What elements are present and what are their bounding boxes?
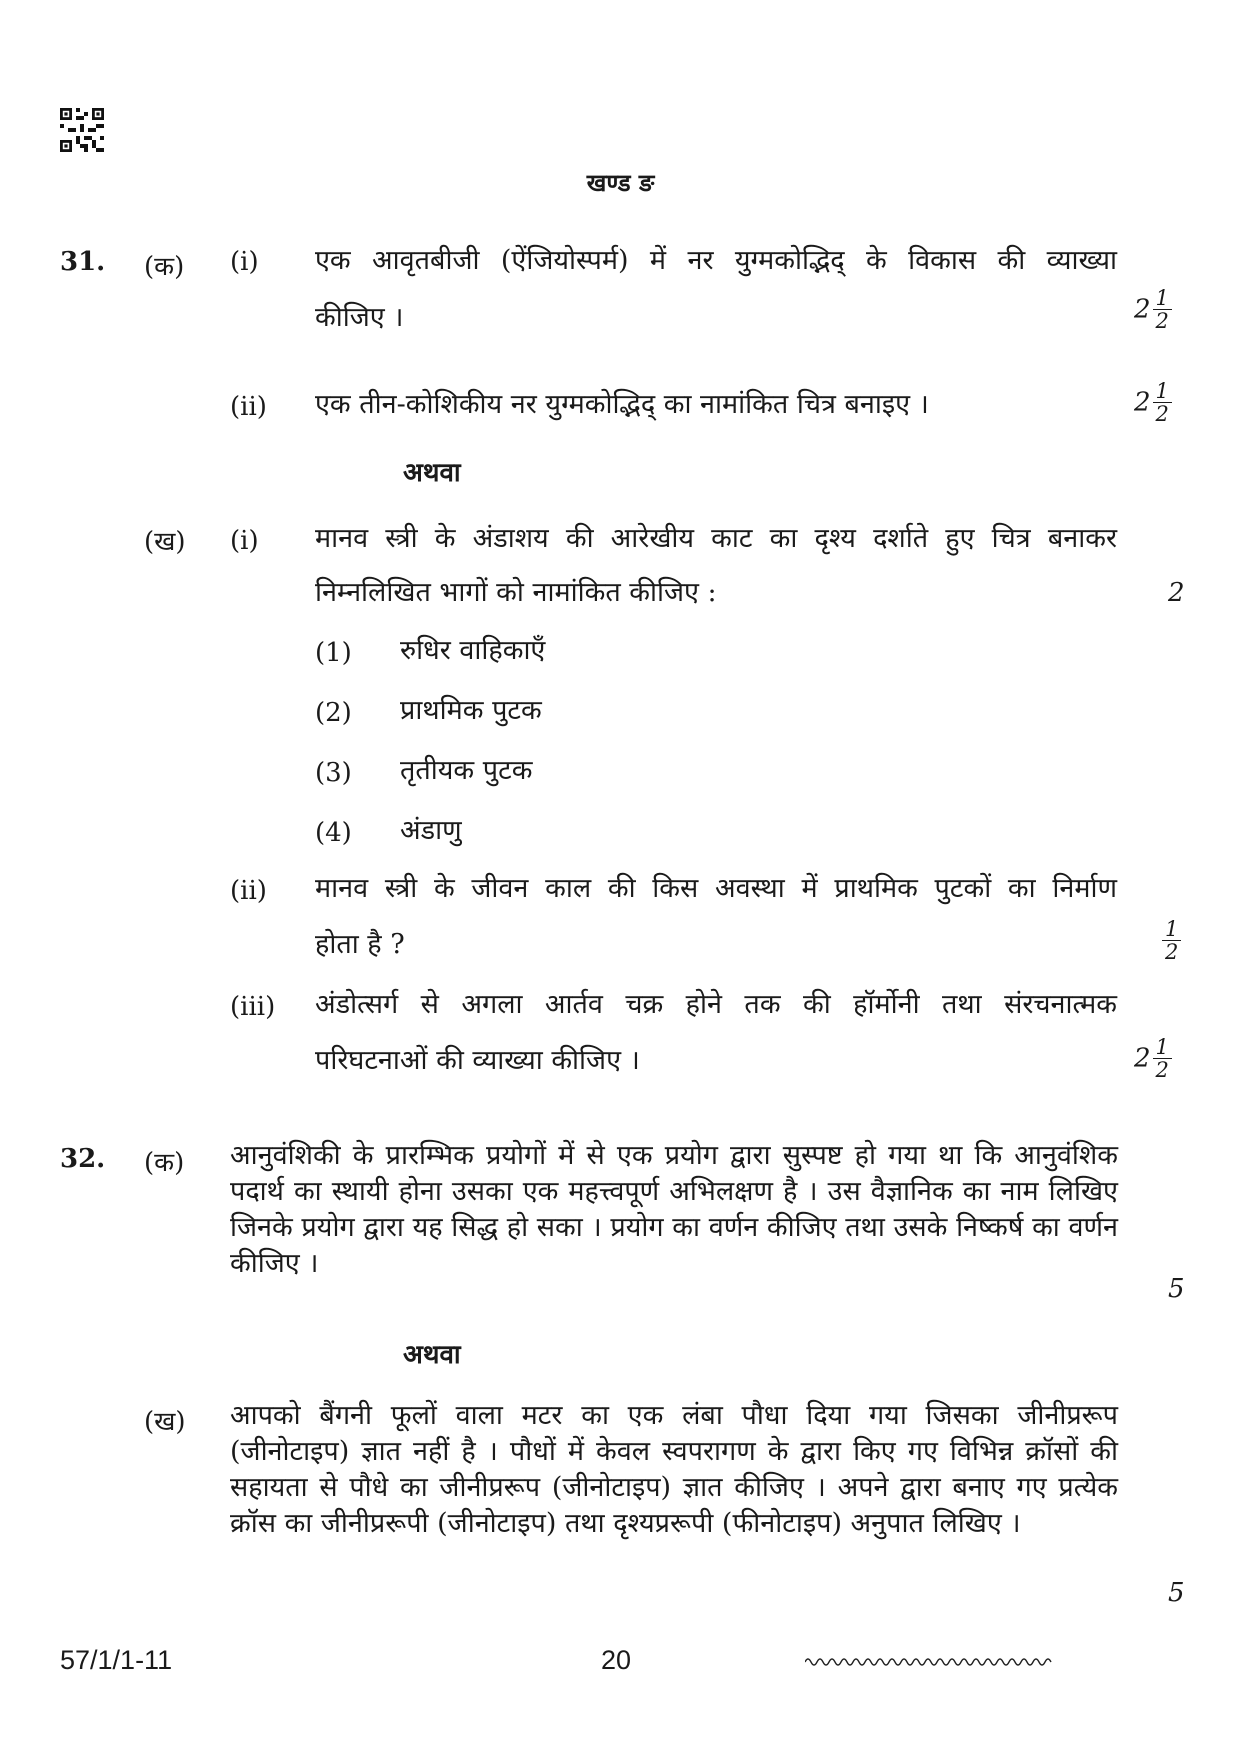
q31-b-i-line1: मानव स्त्री के अंडाशय की आरेखीय काट का दृश्य दर्शाते हुए चित्र बनाकर: [315, 523, 1117, 554]
q32-a-text: आनुवंशिकी के प्रारम्भिक प्रयोगों में से एक प्रयोग द्वारा सुस्पष्ट हो गया था कि आनुवंशिक पदार्थ का स्थायी होना उसका एक महत्त्वपूर्ण अभिलक्षण है । उस वैज्ञानिक का नाम लिखिए जिनके प्रयोग द्वारा यह सिद्ध हो सका । प्रयोग का वर्णन कीजिए तथा उसके निष्कर्ष का वर्णन कीजिए ।: [230, 1140, 1118, 1279]
question-number-32: 32.: [60, 1144, 106, 1174]
q31-or-divider: अथवा: [403, 458, 461, 488]
q32-b-text: आपको बैंगनी फूलों वाला मटर का एक लंबा पौधा दिया गया जिसका जीनीप्ररूप (जीनोटाइप) ज्ञात नहीं है । पौधों में केवल स्वपरागण के द्वारा किए गए विभिन्न क्रॉसों की सहायता से पौधे का जीनीप्ररूप (जीनोटाइप) ज्ञात कीजिए । अपने द्वारा बनाए गए प्रत्येक क्रॉस का जीनीप्ररूपी (जीनोटाइप) तथा दृश्यप्ररूपी (फीनोटाइप) अनुपात लिखिए ।: [230, 1400, 1118, 1539]
q31-part-a-label: (क): [144, 252, 185, 282]
q31-a-ii-text: एक तीन-कोशिकीय नर युग्मकोद्भिद् का नामांकित चित्र बनाइए ।: [315, 389, 929, 420]
q31-part-b-label: (ख): [144, 527, 186, 557]
marks-whole: 2: [1134, 1043, 1151, 1074]
q31-b-ii-label: (ii): [230, 876, 267, 906]
part-2-number: (2): [315, 698, 352, 728]
q31-b-iii-line2: परिघटनाओं की व्याख्या कीजिए ।: [315, 1045, 640, 1076]
q31-a-ii-marks: [1134, 380, 1172, 425]
q32-b-marks: 5: [1168, 1578, 1185, 1608]
marks-denominator: 2: [1155, 1058, 1169, 1082]
q31-b-iii-marks: [1134, 1036, 1172, 1081]
q31-b-i-label: (i): [230, 526, 259, 556]
q31-a-i-line1: एक आवृतबीजी (ऐंजियोस्पर्म) में नर युग्मकोद्भिद् के विकास की व्याख्या: [315, 245, 1117, 276]
page-number: 20: [601, 1645, 632, 1675]
q32-part-b-label: (ख): [144, 1407, 186, 1437]
q31-b-iii-line1: अंडोत्सर्ग से अगला आर्तव चक्र होने तक की हॉर्मोनी तथा संरचनात्मक: [315, 989, 1117, 1020]
q31-a-i-label: (i): [230, 247, 259, 277]
part-4-number: (4): [315, 818, 352, 848]
section-title: खण्ड ङ: [586, 168, 655, 197]
q32-or-divider: अथवा: [403, 1340, 461, 1370]
q31-b-i-line2: निम्नलिखित भागों को नामांकित कीजिए :: [315, 577, 717, 608]
marks-denominator: 2: [1155, 402, 1169, 426]
wavy-line-icon: [805, 1656, 1055, 1668]
marks-whole: 2: [1134, 387, 1151, 418]
qr-code-icon: [60, 108, 104, 152]
question-number-31: 31.: [60, 247, 106, 277]
paper-code: 57/1/1-11: [60, 1645, 173, 1675]
part-4-text: अंडाणु: [400, 815, 462, 846]
marks-numerator: 1: [1153, 287, 1172, 310]
marks-numerator: 1: [1162, 918, 1181, 941]
marks-denominator: 2: [1165, 940, 1179, 964]
q31-a-i-marks: [1134, 287, 1172, 332]
q31-b-i-marks: 2: [1168, 578, 1185, 608]
q31-b-ii-line2: होता है ?: [315, 929, 405, 960]
q31-b-ii-marks: [1160, 918, 1181, 963]
q31-a-ii-label: (ii): [230, 392, 267, 422]
part-3-text: तृतीयक पुटक: [400, 755, 533, 786]
part-1-text: रुधिर वाहिकाएँ: [400, 635, 546, 666]
marks-denominator: 2: [1155, 309, 1169, 333]
part-2-text: प्राथमिक पुटक: [400, 695, 542, 726]
marks-whole: 2: [1134, 294, 1151, 325]
q32-part-a-label: (क): [144, 1148, 185, 1178]
q31-b-iii-label: (iii): [230, 992, 276, 1022]
part-3-number: (3): [315, 758, 352, 788]
q32-a-marks: 5: [1168, 1274, 1185, 1304]
marks-numerator: 1: [1153, 1036, 1172, 1059]
part-1-number: (1): [315, 638, 352, 668]
q31-a-i-line2: कीजिए ।: [315, 302, 404, 333]
q31-b-ii-line1: मानव स्त्री के जीवन काल की किस अवस्था में प्राथमिक पुटकों का निर्माण: [315, 873, 1117, 904]
marks-numerator: 1: [1153, 380, 1172, 403]
